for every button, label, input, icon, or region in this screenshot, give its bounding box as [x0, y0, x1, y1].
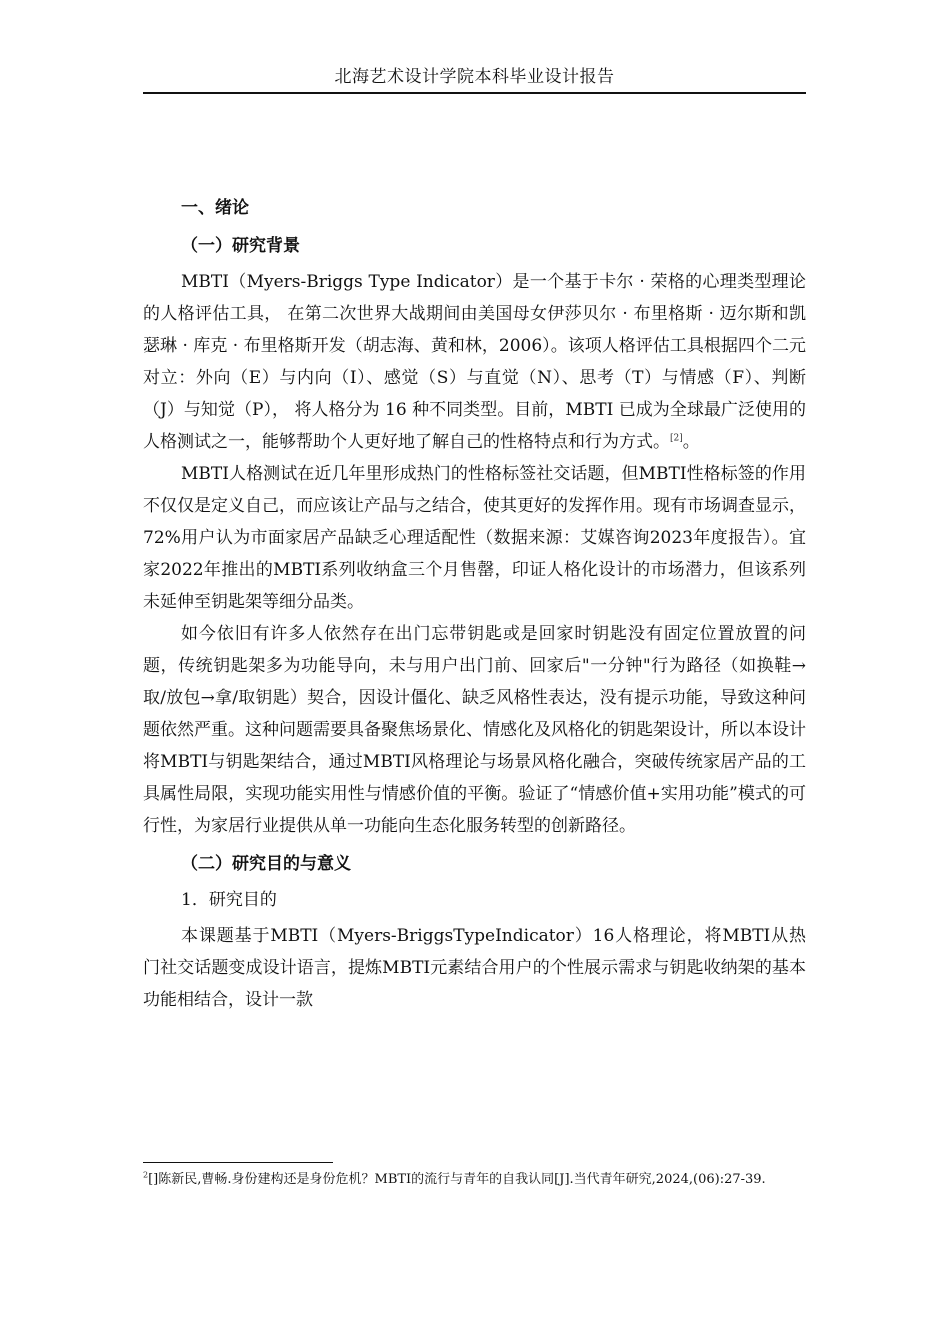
paragraph-market-research: MBTI人格测试在近几年里形成热门的性格标签社交话题，但MBTI性格标签的作用不仅仅是定义自己，而应该让产品与之结合，使其更好的发挥作用。现有市场调查显示，72%用户认为市面家居产品缺乏心理适配性（数据来源：艾媒咨询2023年度报告）。宜家2022年推出的MBTI系列收纳盒三个月售罄，印证人格化设计的市场潜力，但该系列未延伸至钥匙架等细分品类。	[143, 464, 806, 612]
paragraph-end-mark: 。	[682, 432, 700, 452]
footnote	[143, 1170, 806, 1190]
subsection-heading-purpose: （二）研究目的与意义	[181, 854, 351, 874]
page-header: 北海艺术设计学院本科毕业设计报告	[143, 66, 806, 94]
paragraph-mbti-intro-text: MBTI（Myers-Briggs Type Indicator）是一个基于卡尔 · 荣格的心理类型理论的人格评估工具， 在第二次世界大战期间由美国母女伊莎贝尔 · 布里格斯 · 迈尔斯和凯瑟琳 · 库克 · 布里格斯开发（胡志海、黄和林，2006）。该项人格评估工具根据四个二元对立：外向（E）与内向（I）、感觉（S）与直觉（N）、思考（T）与情感（F）、判断（J）与知觉（P）， 将人格分为 16 种不同类型。目前，MBTI 已成为全球最广泛使用的人格测试之一，能够帮助个人更好地了解自己的性格特点和行为方式。	[143, 272, 806, 452]
paragraph-purpose: 本课题基于MBTI（Myers-BriggsTypeIndicator）16人格理论，将MBTI从热门社交话题变成设计语言，提炼MBTI元素结合用户的个性展示需求与钥匙收纳架的基本功能相结合，设计一款	[143, 926, 806, 1010]
paragraph-mbti-intro	[143, 266, 806, 458]
citation-ref[interactable]: [2]	[670, 433, 683, 444]
item-heading-purpose: 1．研究目的	[181, 890, 277, 910]
paragraph-problem-statement: 如今依旧有许多人依然存在出门忘带钥匙或是回家时钥匙没有固定位置放置的问题，传统钥匙架多为功能导向，未与用户出门前、回家后"一分钟"行为路径（如换鞋→取/放包→拿/取钥匙）契合，因设计僵化、缺乏风格性表达，没有提示功能，导致这种问题依然严重。这种问题需要具备聚焦场景化、情感化及风格化的钥匙架设计，所以本设计将MBTI与钥匙架结合，通过MBTI风格理论与场景风格化融合，突破传统家居产品的工具属性局限，实现功能实用性与情感价值的平衡。验证了“情感价值+实用功能”模式的可行性，为家居行业提供从单一功能向生态化服务转型的创新路径。	[143, 624, 806, 836]
subsection-heading-background: （一）研究背景	[181, 236, 300, 256]
document-body	[143, 192, 806, 1016]
section-heading: 一、绪论	[181, 198, 249, 218]
footnote-marker: 2	[143, 1170, 149, 1180]
footnote-divider	[143, 1162, 333, 1163]
footnote-text: []陈新民,曹畅.身份建构还是身份危机？MBTI的流行与青年的自我认同[J].当代青年研究,2024,(06):27-39.	[148, 1172, 766, 1187]
